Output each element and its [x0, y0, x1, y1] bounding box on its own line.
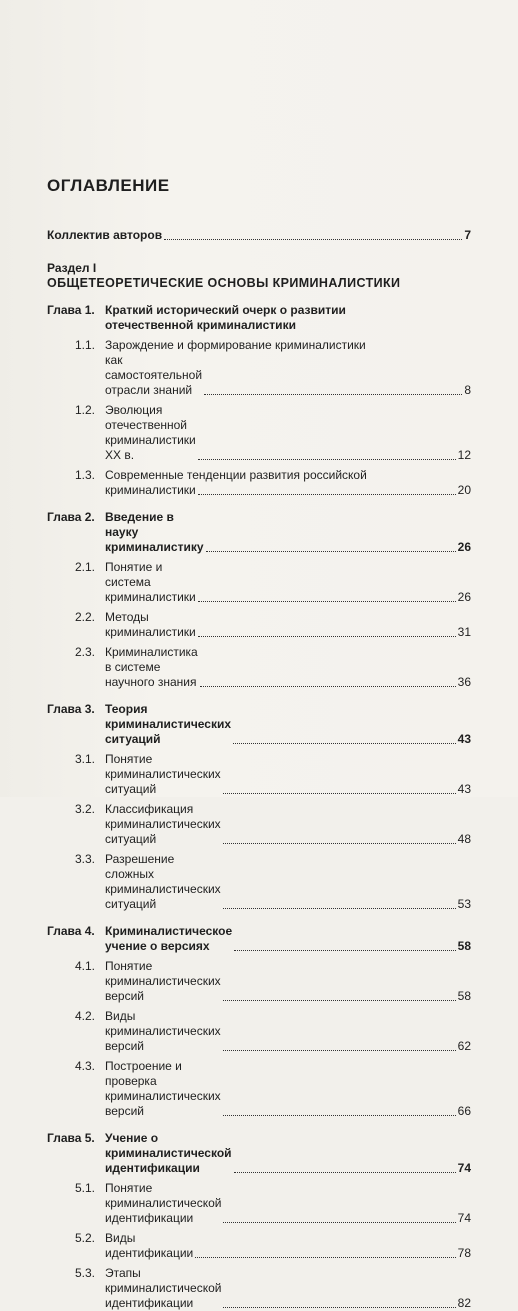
entry-last-line: [105, 924, 471, 954]
entry-last-line: [105, 1131, 471, 1176]
toc-page-number: 26: [457, 590, 471, 604]
leader-dots: [223, 1222, 455, 1223]
chapter-block: [47, 702, 471, 912]
entry-title-line: Понятие криминалистических версий: [105, 959, 221, 1003]
toc-entry-authors: [47, 228, 471, 243]
toc-page-number: 58: [457, 939, 471, 953]
entry-body: [105, 303, 471, 333]
toc-page-number: 66: [457, 1104, 471, 1118]
entry-title-line: Криминалистическое учение о версиях: [105, 924, 233, 953]
entry-last-line: [105, 852, 471, 912]
subchapter-entry: [47, 959, 471, 1004]
chapter-entry: [47, 1131, 471, 1176]
chapter-block: [47, 1131, 471, 1311]
leader-dots: [164, 239, 462, 240]
chapter-number: Глава 5.: [47, 1131, 95, 1145]
chapter-entry: [47, 510, 471, 555]
entry-title-line: Виды идентификации: [105, 1231, 194, 1260]
subchapter-number: 3.2.: [74, 802, 95, 816]
leader-dots: [223, 908, 456, 909]
subchapter-entry: [47, 1231, 471, 1261]
toc-page-number: 31: [457, 625, 471, 639]
entry-title-line: Учение о криминалистической идентификации: [105, 1131, 232, 1175]
leader-dots: [223, 793, 456, 794]
subchapter-entry: [47, 802, 471, 847]
entry-last-line: [105, 959, 471, 1004]
subchapter-entry: [47, 1266, 471, 1311]
subchapter-number: 5.3.: [74, 1266, 95, 1280]
toc-page-number: 53: [457, 897, 471, 911]
entry-body: [105, 924, 471, 954]
chapter-entry: [47, 702, 471, 747]
entry-last-line: [105, 702, 471, 747]
toc-page-number: 36: [457, 675, 471, 689]
entry-body: [105, 1009, 471, 1054]
leader-dots: [195, 1257, 455, 1258]
entry-title-line: Современные тенденции развития российской: [105, 468, 367, 482]
subchapter-number: 5.2.: [74, 1231, 95, 1245]
leader-dots: [223, 843, 456, 844]
entry-last-line: [105, 1181, 471, 1226]
toc-page-number: 48: [457, 832, 471, 846]
chapter-entry: [47, 924, 471, 954]
chapter-number: Глава 4.: [47, 924, 95, 938]
leader-dots: [233, 743, 456, 744]
entry-last-line: [105, 560, 471, 605]
entry-body: [105, 752, 471, 797]
entry-title-line: Краткий исторический очерк о развитии: [105, 303, 346, 317]
leader-dots: [198, 636, 456, 637]
entry-body: [105, 1059, 471, 1119]
toc-page-number: 43: [457, 782, 471, 796]
entry-title-line: Этапы криминалистической идентификации: [105, 1266, 222, 1310]
entry-title-line: криминалистики: [105, 483, 196, 497]
leader-dots: [223, 1050, 456, 1051]
subchapter-number: 5.1.: [74, 1181, 95, 1195]
entry-body: [105, 1181, 471, 1226]
chapter-number: Глава 2.: [47, 510, 95, 524]
entry-title-line: Введение в науку криминалистику: [105, 510, 204, 554]
subchapter-number: 2.1.: [74, 560, 95, 574]
subchapter-number: 1.2.: [74, 403, 95, 417]
chapter-block: [47, 510, 471, 690]
entry-last-line: [105, 510, 471, 555]
subchapter-entry: [47, 1181, 471, 1226]
leader-dots: [198, 459, 456, 460]
subchapter-number: 4.2.: [74, 1009, 95, 1023]
chapter-block: [47, 303, 471, 498]
entry-title-line: Методы криминалистики: [105, 610, 196, 639]
entry-body: [105, 1131, 471, 1176]
leader-dots: [234, 1172, 456, 1173]
entry-title-line: Построение и проверка криминалистических версий: [105, 1059, 221, 1118]
entry-last-line: [105, 1266, 471, 1311]
entry-title-line: Теория криминалистических ситуаций: [105, 702, 232, 746]
subchapter-entry: [47, 1009, 471, 1054]
entry-body: [105, 1266, 471, 1311]
chapter-list: [47, 303, 471, 1311]
entry-last-line: [105, 802, 471, 847]
entry-last-line: [105, 483, 471, 498]
leader-dots: [206, 551, 456, 552]
subchapter-entry: [47, 610, 471, 640]
subchapter-entry: [47, 338, 471, 398]
entry-title-line: Понятие криминалистической идентификации: [105, 1181, 222, 1225]
entry-title-line: Зарождение и формирование криминалистики: [105, 338, 366, 352]
leader-dots: [223, 1000, 456, 1001]
entry-body: [105, 959, 471, 1004]
entry-last-line: [105, 645, 471, 690]
entry-title-line: Понятие и система криминалистики: [105, 560, 196, 604]
section-name: ОБЩЕТЕОРЕТИЧЕСКИЕ ОСНОВЫ КРИМИНАЛИСТИКИ: [47, 276, 401, 290]
section-heading: [47, 261, 471, 291]
entry-title-line: Эволюция отечественной криминалистики XX в.: [105, 403, 196, 462]
entry-last-line: [105, 610, 471, 640]
page-title: ОГЛАВЛЕНИЕ: [47, 176, 170, 195]
entry-body: [105, 1231, 471, 1261]
toc-page-number: 43: [457, 732, 471, 746]
entry-body: [105, 468, 471, 498]
entry-body: [105, 403, 471, 463]
leader-dots: [198, 601, 456, 602]
leader-dots: [200, 686, 456, 687]
chapter-entry: [47, 303, 471, 333]
entry-body: [105, 510, 471, 555]
toc-page-number: 26: [457, 540, 471, 554]
toc-entry-title: Коллектив авторов: [47, 228, 163, 242]
subchapter-entry: [47, 468, 471, 498]
subchapter-number: 2.3.: [74, 645, 95, 659]
leader-dots: [223, 1307, 455, 1308]
table-of-contents: [47, 226, 471, 1311]
toc-page-number: 12: [457, 448, 471, 462]
toc-page-number: 82: [457, 1296, 471, 1310]
entry-body: [105, 852, 471, 912]
entry-title-line: Разрешение сложных криминалистических ситуаций: [105, 852, 221, 911]
subchapter-number: 1.1.: [74, 338, 95, 352]
leader-dots: [198, 494, 456, 495]
entry-last-line: [105, 752, 471, 797]
toc-page-number: 8: [464, 383, 471, 397]
toc-page-number: 74: [457, 1211, 471, 1225]
chapter-block: [47, 924, 471, 1119]
subchapter-entry: [47, 560, 471, 605]
subchapter-entry: [47, 645, 471, 690]
subchapter-number: 3.3.: [74, 852, 95, 866]
toc-page-number: 62: [457, 1039, 471, 1053]
entry-title-line: отечественной криминалистики: [105, 318, 296, 332]
entry-last-line: [105, 1059, 471, 1119]
entry-body: [105, 702, 471, 747]
entry-last-line: [105, 353, 471, 398]
entry-body: [105, 802, 471, 847]
subchapter-entry: [47, 1059, 471, 1119]
entry-title-line: Виды криминалистических версий: [105, 1009, 221, 1053]
subchapter-number: 3.1.: [74, 752, 95, 766]
section-label: Раздел I: [47, 261, 97, 275]
toc-page-number: 78: [457, 1246, 471, 1260]
toc-page-number: 74: [457, 1161, 471, 1175]
entry-title-line: Понятие криминалистических ситуаций: [105, 752, 221, 796]
subchapter-number: 1.3.: [74, 468, 95, 482]
entry-body: [105, 560, 471, 605]
subchapter-number: 4.3.: [74, 1059, 95, 1073]
toc-page-number: 58: [457, 989, 471, 1003]
leader-dots: [223, 1115, 456, 1116]
entry-title-line: Классификация криминалистических ситуаций: [105, 802, 221, 846]
subchapter-entry: [47, 752, 471, 797]
leader-dots: [234, 950, 455, 951]
entry-last-line: [105, 1231, 471, 1261]
entry-body: [105, 338, 471, 398]
entry-last-line: [105, 1009, 471, 1054]
subchapter-number: 2.2.: [74, 610, 95, 624]
entry-title-line: как самостоятельной отрасли знаний: [105, 353, 203, 397]
toc-page-number: 20: [457, 483, 471, 497]
chapter-number: Глава 1.: [47, 303, 95, 317]
subchapter-number: 4.1.: [74, 959, 95, 973]
subchapter-entry: [47, 852, 471, 912]
entry-last-line: [105, 403, 471, 463]
subchapter-entry: [47, 403, 471, 463]
leader-dots: [204, 394, 462, 395]
chapter-number: Глава 3.: [47, 702, 95, 716]
toc-page-number: 7: [464, 228, 471, 242]
entry-body: [105, 645, 471, 690]
entry-title-line: Криминалистика в системе научного знания: [105, 645, 198, 689]
entry-body: [105, 610, 471, 640]
